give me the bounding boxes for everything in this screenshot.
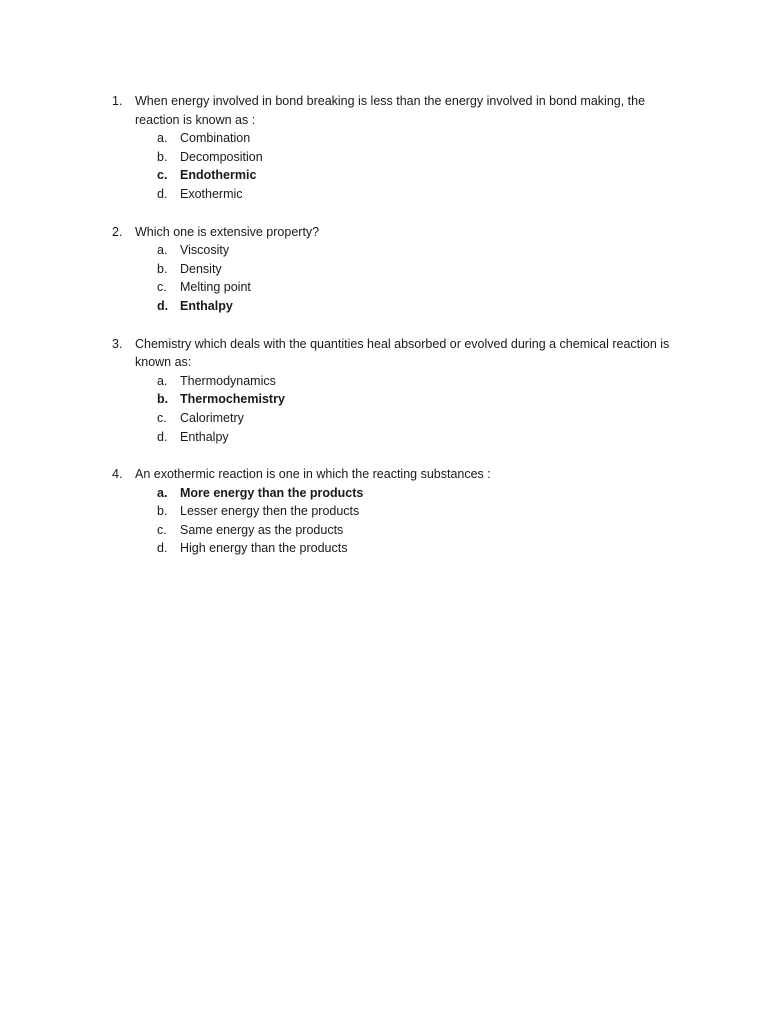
question-1 [112,92,692,204]
option-text: Melting point [180,280,251,295]
option-letter: c. [157,522,167,537]
option-letter: c. [157,280,167,295]
question-4 [112,465,692,558]
question-text: Which one is extensive property? [135,224,320,239]
option-letter: a. [157,373,168,388]
option-item [112,129,692,148]
option-list [112,372,692,446]
option-text: Lesser energy then the products [180,504,360,519]
question-2 [112,223,692,316]
option-text: Decomposition [180,149,263,164]
option-letter: d. [157,298,169,313]
option-text: Thermodynamics [180,373,276,388]
option-text: Same energy as the products [180,522,344,537]
option-text: Calorimetry [180,410,244,425]
question-3 [112,335,692,447]
question-text: An exothermic reaction is one in which the reacting substances : [135,467,491,482]
option-text: Endothermic [180,168,257,183]
option-item [112,278,692,297]
option-letter: d. [157,541,168,556]
option-list [112,484,692,558]
option-text: Enthalpy [180,298,233,313]
option-item [112,185,692,204]
option-text: Enthalpy [180,429,229,444]
question-number: 2. [112,224,123,239]
question-text: When energy involved in bond breaking is less than the energy involved in bond making, the reaction is known as : [135,94,646,127]
option-item-answer [112,166,692,185]
option-item [112,428,692,447]
option-item [112,148,692,167]
option-text: Viscosity [180,243,230,258]
option-text: Exothermic [180,186,243,201]
option-text: Combination [180,131,251,146]
option-letter: d. [157,186,168,201]
option-item [112,260,692,279]
option-letter: d. [157,429,168,444]
option-text: High energy than the products [180,541,348,556]
option-item [112,502,692,521]
option-item [112,372,692,391]
question-list [112,92,692,577]
question-text: Chemistry which deals with the quantities heal absorbed or evolved during a chemical reaction is known as: [135,336,670,370]
option-letter: b. [157,392,169,407]
option-item [112,241,692,260]
option-text: Density [180,261,222,276]
option-letter: a. [157,243,168,258]
option-item [112,539,692,558]
option-item-answer [112,297,692,316]
option-letter: b. [157,149,168,164]
option-item [112,409,692,428]
option-text: Thermochemistry [180,392,285,407]
option-list [112,129,692,203]
option-list [112,241,692,315]
question-number: 1. [112,94,123,108]
question-number: 3. [112,336,123,351]
option-letter: a. [157,131,168,146]
question-number: 4. [112,467,123,482]
option-item [112,521,692,540]
option-letter: b. [157,261,168,276]
option-text: More energy than the products [180,485,364,500]
option-letter: c. [157,410,167,425]
option-letter: b. [157,504,168,519]
option-letter: a. [157,485,168,500]
option-item-answer [112,484,692,503]
option-item-answer [112,390,692,409]
option-letter: c. [157,168,168,183]
